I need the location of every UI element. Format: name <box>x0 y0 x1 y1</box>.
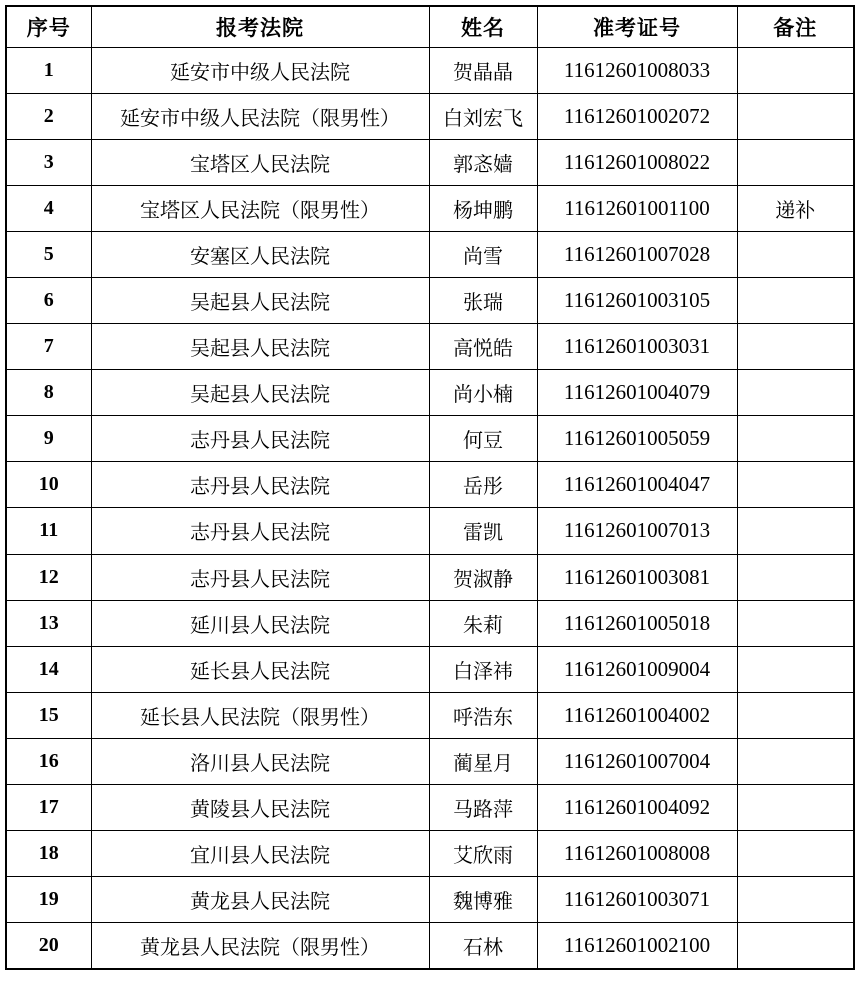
cell-serial-number: 2 <box>6 93 91 139</box>
cell-court-applied: 延川县人民法院 <box>91 600 429 646</box>
cell-court-applied: 吴起县人民法院 <box>91 324 429 370</box>
cell-ticket-number: 11612601002072 <box>537 93 737 139</box>
cell-serial-number: 15 <box>6 692 91 738</box>
table-row <box>6 831 854 877</box>
table-row <box>6 785 854 831</box>
cell-serial-number: 13 <box>6 600 91 646</box>
header-remark: 备注 <box>737 6 854 47</box>
table-row <box>6 923 854 969</box>
cell-remark <box>737 785 854 831</box>
cell-serial-number: 10 <box>6 462 91 508</box>
cell-candidate-name: 艾欣雨 <box>429 831 537 877</box>
cell-remark <box>737 692 854 738</box>
cell-candidate-name: 贺淑静 <box>429 554 537 600</box>
cell-ticket-number: 11612601003081 <box>537 554 737 600</box>
cell-remark <box>737 508 854 554</box>
table-row <box>6 738 854 784</box>
table-row <box>6 508 854 554</box>
cell-serial-number: 19 <box>6 877 91 923</box>
cell-candidate-name: 白泽祎 <box>429 646 537 692</box>
cell-remark <box>737 47 854 93</box>
cell-candidate-name: 尚雪 <box>429 231 537 277</box>
cell-ticket-number: 11612601002100 <box>537 923 737 969</box>
cell-remark <box>737 231 854 277</box>
cell-candidate-name: 贺晶晶 <box>429 47 537 93</box>
cell-court-applied: 黄陵县人民法院 <box>91 785 429 831</box>
cell-candidate-name: 蔺星月 <box>429 738 537 784</box>
cell-remark <box>737 416 854 462</box>
cell-remark <box>737 324 854 370</box>
table-row <box>6 600 854 646</box>
cell-ticket-number: 11612601004079 <box>537 370 737 416</box>
table-row <box>6 646 854 692</box>
cell-court-applied: 延长县人民法院 <box>91 646 429 692</box>
cell-ticket-number: 11612601008008 <box>537 831 737 877</box>
cell-court-applied: 宝塔区人民法院 <box>91 139 429 185</box>
cell-serial-number: 12 <box>6 554 91 600</box>
cell-ticket-number: 11612601007028 <box>537 231 737 277</box>
cell-ticket-number: 11612601004002 <box>537 692 737 738</box>
cell-candidate-name: 尚小楠 <box>429 370 537 416</box>
cell-serial-number: 11 <box>6 508 91 554</box>
exam-candidates-table <box>5 5 855 970</box>
table-row <box>6 370 854 416</box>
cell-candidate-name: 郭忞嫱 <box>429 139 537 185</box>
cell-serial-number: 7 <box>6 324 91 370</box>
cell-remark <box>737 277 854 323</box>
cell-serial-number: 6 <box>6 277 91 323</box>
cell-ticket-number: 11612601008033 <box>537 47 737 93</box>
cell-remark <box>737 600 854 646</box>
header-serial-number: 序号 <box>6 6 91 47</box>
cell-serial-number: 16 <box>6 738 91 784</box>
cell-remark <box>737 831 854 877</box>
cell-candidate-name: 魏博雅 <box>429 877 537 923</box>
table-row <box>6 277 854 323</box>
table-row <box>6 324 854 370</box>
table-row <box>6 416 854 462</box>
table-row <box>6 462 854 508</box>
header-ticket-number: 准考证号 <box>537 6 737 47</box>
cell-ticket-number: 11612601007004 <box>537 738 737 784</box>
table-row <box>6 554 854 600</box>
cell-remark <box>737 462 854 508</box>
cell-court-applied: 延长县人民法院（限男性） <box>91 692 429 738</box>
cell-court-applied: 安塞区人民法院 <box>91 231 429 277</box>
cell-serial-number: 1 <box>6 47 91 93</box>
cell-serial-number: 8 <box>6 370 91 416</box>
cell-court-applied: 志丹县人民法院 <box>91 462 429 508</box>
cell-ticket-number: 11612601001100 <box>537 185 737 231</box>
cell-court-applied: 黄龙县人民法院（限男性） <box>91 923 429 969</box>
cell-court-applied: 宜川县人民法院 <box>91 831 429 877</box>
cell-candidate-name: 何豆 <box>429 416 537 462</box>
cell-candidate-name: 马路萍 <box>429 785 537 831</box>
cell-ticket-number: 11612601004047 <box>537 462 737 508</box>
cell-court-applied: 延安市中级人民法院（限男性） <box>91 93 429 139</box>
table-row <box>6 185 854 231</box>
cell-ticket-number: 11612601003105 <box>537 277 737 323</box>
cell-candidate-name: 石林 <box>429 923 537 969</box>
cell-ticket-number: 11612601003031 <box>537 324 737 370</box>
table-row <box>6 877 854 923</box>
header-candidate-name: 姓名 <box>429 6 537 47</box>
cell-remark <box>737 923 854 969</box>
cell-ticket-number: 11612601003071 <box>537 877 737 923</box>
cell-candidate-name: 朱莉 <box>429 600 537 646</box>
cell-remark <box>737 554 854 600</box>
cell-serial-number: 9 <box>6 416 91 462</box>
cell-ticket-number: 11612601008022 <box>537 139 737 185</box>
table-header-row <box>6 6 854 47</box>
cell-ticket-number: 11612601005018 <box>537 600 737 646</box>
cell-remark <box>737 370 854 416</box>
cell-remark <box>737 738 854 784</box>
cell-ticket-number: 11612601005059 <box>537 416 737 462</box>
cell-candidate-name: 杨坤鹏 <box>429 185 537 231</box>
cell-court-applied: 洛川县人民法院 <box>91 738 429 784</box>
cell-candidate-name: 白刘宏飞 <box>429 93 537 139</box>
cell-remark <box>737 139 854 185</box>
table-row <box>6 47 854 93</box>
cell-ticket-number: 11612601007013 <box>537 508 737 554</box>
cell-serial-number: 5 <box>6 231 91 277</box>
cell-court-applied: 志丹县人民法院 <box>91 416 429 462</box>
table-row <box>6 692 854 738</box>
cell-serial-number: 14 <box>6 646 91 692</box>
cell-candidate-name: 雷凯 <box>429 508 537 554</box>
cell-court-applied: 志丹县人民法院 <box>91 508 429 554</box>
header-court-applied: 报考法院 <box>91 6 429 47</box>
cell-serial-number: 3 <box>6 139 91 185</box>
table-row <box>6 231 854 277</box>
table-row <box>6 93 854 139</box>
cell-court-applied: 延安市中级人民法院 <box>91 47 429 93</box>
cell-ticket-number: 11612601009004 <box>537 646 737 692</box>
cell-court-applied: 志丹县人民法院 <box>91 554 429 600</box>
cell-remark: 递补 <box>737 185 854 231</box>
cell-court-applied: 吴起县人民法院 <box>91 370 429 416</box>
cell-court-applied: 黄龙县人民法院 <box>91 877 429 923</box>
cell-candidate-name: 岳彤 <box>429 462 537 508</box>
table-row <box>6 139 854 185</box>
cell-candidate-name: 呼浩东 <box>429 692 537 738</box>
cell-remark <box>737 646 854 692</box>
cell-candidate-name: 张瑞 <box>429 277 537 323</box>
cell-remark <box>737 93 854 139</box>
cell-court-applied: 宝塔区人民法院（限男性） <box>91 185 429 231</box>
cell-ticket-number: 11612601004092 <box>537 785 737 831</box>
cell-remark <box>737 877 854 923</box>
cell-serial-number: 18 <box>6 831 91 877</box>
cell-court-applied: 吴起县人民法院 <box>91 277 429 323</box>
cell-serial-number: 20 <box>6 923 91 969</box>
cell-serial-number: 4 <box>6 185 91 231</box>
cell-serial-number: 17 <box>6 785 91 831</box>
cell-candidate-name: 高悦皓 <box>429 324 537 370</box>
